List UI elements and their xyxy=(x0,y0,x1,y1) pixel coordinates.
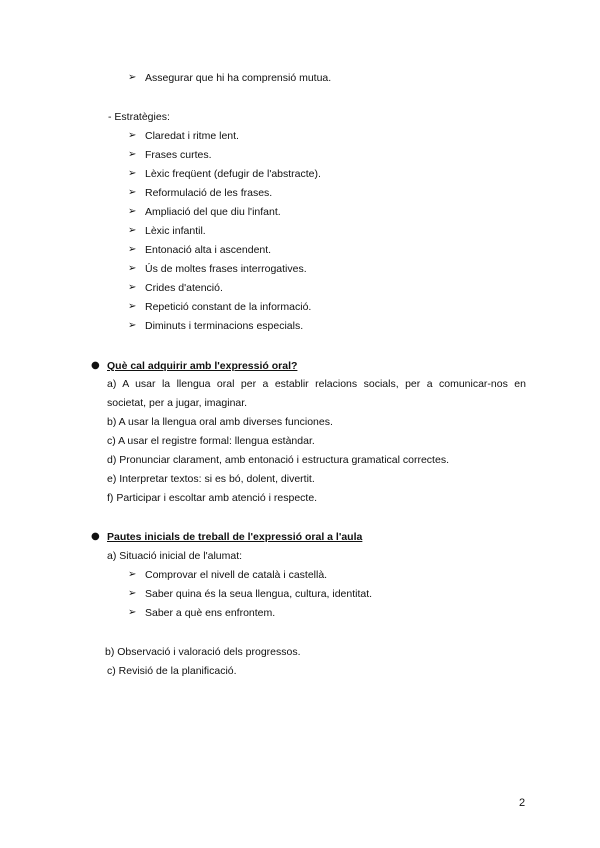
list-item: Comprovar el nivell de català i castellà. xyxy=(145,569,328,581)
list-item: Lèxic freqüent (defugir de l'abstracte). xyxy=(145,168,321,180)
paragraph-line: a) A usar la llengua oral per a establir relacions socials, per a comunicar-nos en xyxy=(107,378,526,390)
list-item: Ampliació del que diu l'infant. xyxy=(145,206,281,218)
list-item: c) Revisió de la planificació. xyxy=(107,665,237,677)
list-item: f) Participar i escoltar amb atenció i respecte. xyxy=(107,492,318,504)
list-item: Saber a què ens enfrontem. xyxy=(145,607,276,619)
arrow-bullet-icon: ➢ xyxy=(128,130,137,141)
arrow-bullet-icon: ➢ xyxy=(128,225,137,236)
arrow-bullet-icon: ➢ xyxy=(128,72,137,83)
page-number: 2 xyxy=(519,797,526,809)
list-item: Claredat i ritme lent. xyxy=(145,130,239,142)
arrow-bullet-icon: ➢ xyxy=(128,282,137,293)
arrow-bullet-icon: ➢ xyxy=(128,607,137,618)
arrow-bullet-icon: ➢ xyxy=(128,569,137,580)
list-item: e) Interpretar textos: si es bó, dolent, divertit. xyxy=(107,473,315,485)
list-item: b) A usar la llengua oral amb diverses funciones. xyxy=(107,416,333,428)
list-item: Reformulació de les frases. xyxy=(145,187,273,199)
list-item: Frases curtes. xyxy=(145,149,212,161)
arrow-bullet-icon: ➢ xyxy=(128,320,137,331)
list-item: a) Situació inicial de l'alumat: xyxy=(107,550,243,562)
list-item: d) Pronunciar clarament, amb entonació i estructura gramatical correctes. xyxy=(107,454,449,466)
list-item: b) Observació i valoració dels progressos. xyxy=(105,646,301,658)
list-item: Diminuts i terminacions especials. xyxy=(145,320,304,332)
list-item: Repetició constant de la informació. xyxy=(145,301,312,313)
section-heading: Què cal adquirir amb l'expressió oral? xyxy=(107,360,298,372)
arrow-bullet-icon: ➢ xyxy=(128,168,137,179)
list-item: c) A usar el registre formal: llengua estàndar. xyxy=(107,435,315,447)
arrow-bullet-icon: ➢ xyxy=(128,263,137,274)
arrow-bullet-icon: ➢ xyxy=(128,206,137,217)
list-item: Entonació alta i ascendent. xyxy=(145,244,272,256)
bullet-icon: ● xyxy=(91,531,100,542)
strategies-title: - Estratègies: xyxy=(108,111,170,123)
section-heading: Pautes inicials de treball de l'expressió oral a l'aula xyxy=(107,531,363,543)
list-item: Assegurar que hi ha comprensió mutua. xyxy=(145,72,332,84)
paragraph-line: societat, per a jugar, imaginar. xyxy=(107,397,248,409)
arrow-bullet-icon: ➢ xyxy=(128,301,137,312)
arrow-bullet-icon: ➢ xyxy=(128,187,137,198)
list-item: Ús de moltes frases interrogatives. xyxy=(145,263,307,275)
list-item: Saber quina és la seua llengua, cultura, identitat. xyxy=(145,588,373,600)
bullet-icon: ● xyxy=(91,360,100,371)
arrow-bullet-icon: ➢ xyxy=(128,149,137,160)
arrow-bullet-icon: ➢ xyxy=(128,244,137,255)
arrow-bullet-icon: ➢ xyxy=(128,588,137,599)
list-item: Crides d'atenció. xyxy=(145,282,223,294)
list-item: Lèxic infantil. xyxy=(145,225,206,237)
